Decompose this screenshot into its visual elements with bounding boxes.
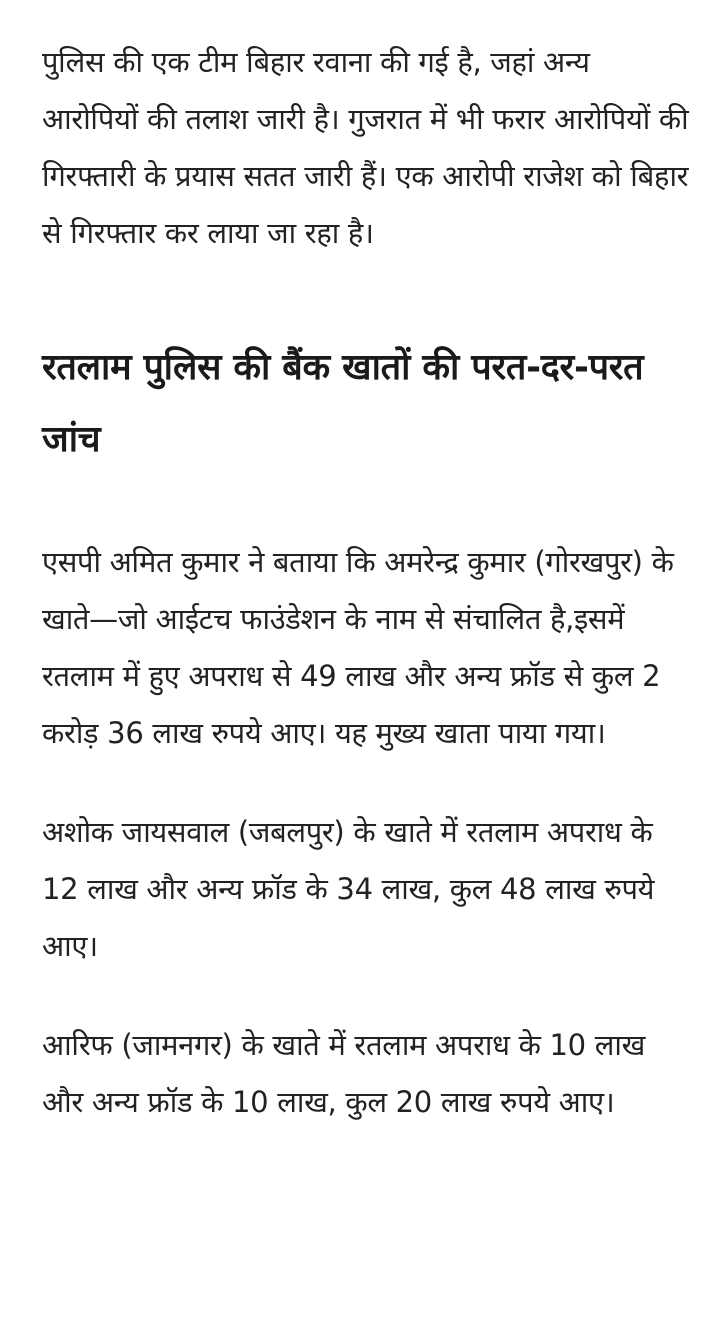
paragraph-ashok-account: अशोक जायसवाल (जबलपुर) के खाते में रतलाम अपराध के 12 लाख और अन्य फ्रॉड के 34 लाख, कुल 48 लाख रुपये आए।: [42, 815, 655, 963]
article-body: [42, 34, 692, 1131]
paragraph-amrendra-account: एसपी अमित कुमार ने बताया कि अमरेन्द्र कुमार (गोरखपुर) के खाते—जो आईटच फाउंडेशन के नाम से संचालित है,इसमें रतलाम में हुए अपराध से 49 लाख और अन्य फ्रॉड से कुल 2 करोड़ 36 लाख रुपये आए। यह मुख्य खाता पाया गया।: [42, 545, 674, 750]
paragraph-bihar-team: पुलिस की एक टीम बिहार रवाना की गई है, जहां अन्य आरोपियों की तलाश जारी है। गुजरात में भी फरार आरोपियों की गिरफ्तारी के प्रयास सतत जारी हैं। एक आरोपी राजेश को बिहार से गिरफ्तार कर लाया जा रहा है।: [42, 45, 689, 250]
paragraph-arif-account: आरिफ (जामनगर) के खाते में रतलाम अपराध के 10 लाख और अन्य फ्रॉड के 10 लाख, कुल 20 लाख रुपये आए।: [42, 1028, 646, 1119]
section-heading: रतलाम पुलिस की बैंक खातों की परत-दर-परत जांच: [42, 347, 644, 460]
